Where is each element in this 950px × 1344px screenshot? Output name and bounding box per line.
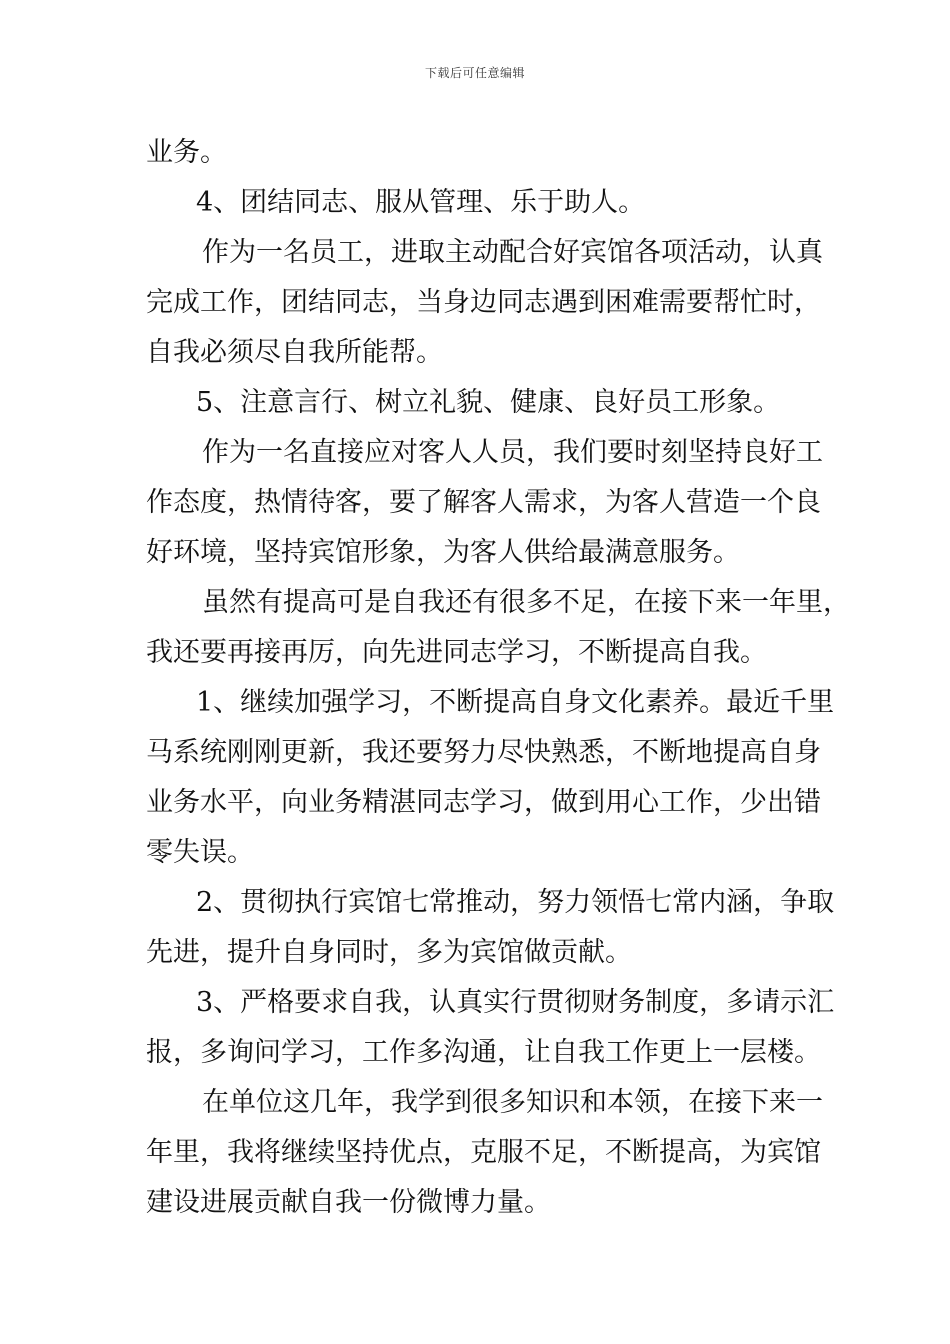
text-line: 马系统刚刚更新，我还要努力尽快熟悉，不断地提高自身 (146, 737, 821, 768)
list-item-heading: 5、注意言行、树立礼貌、健康、良好员工形象。 (196, 387, 781, 418)
paragraph-first-line: 作为一名员工，进取主动配合好宾馆各项活动，认真 (202, 237, 823, 268)
text-line: 先进，提升自身同时，多为宾馆做贡献。 (146, 937, 632, 968)
list-item-heading: 2、贯彻执行宾馆七常推动，努力领悟七常内涵，争取 (196, 887, 835, 918)
text-line: 业务。 (146, 137, 227, 168)
list-item-heading: 1、继续加强学习，不断提高自身文化素养。最近千里 (196, 687, 835, 718)
paragraph-first-line: 在单位这几年，我学到很多知识和本领，在接下来一 (202, 1087, 823, 1118)
paragraph-first-line: 虽然有提高可是自我还有很多不足，在接下来一年里， (202, 587, 850, 618)
text-line: 业务水平，向业务精湛同志学习，做到用心工作，少出错 (146, 787, 821, 818)
text-line: 建设进展贡献自我一份微博力量。 (146, 1187, 551, 1218)
text-line: 报，多询问学习，工作多沟通，让自我工作更上一层楼。 (146, 1037, 821, 1068)
paragraph-first-line: 作为一名直接应对客人人员，我们要时刻坚持良好工 (202, 437, 823, 468)
text-line: 零失误。 (146, 837, 254, 868)
text-line: 完成工作，团结同志，当身边同志遇到困难需要帮忙时， (146, 287, 821, 318)
list-item-heading: 4、团结同志、服从管理、乐于助人。 (196, 187, 646, 218)
document-body (146, 128, 850, 1228)
page-header-note: 下载后可任意编辑 (424, 66, 525, 80)
text-line: 年里，我将继续坚持优点，克服不足，不断提高，为宾馆 (146, 1137, 821, 1168)
text-line: 我还要再接再厉，向先进同志学习，不断提高自我。 (146, 637, 767, 668)
text-line: 好环境，坚持宾馆形象，为客人供给最满意服务。 (146, 537, 740, 568)
text-line: 自我必须尽自我所能帮。 (146, 337, 443, 368)
list-item-heading: 3、严格要求自我，认真实行贯彻财务制度，多请示汇 (196, 987, 835, 1018)
text-line: 作态度，热情待客，要了解客人需求，为客人营造一个良 (146, 487, 821, 518)
